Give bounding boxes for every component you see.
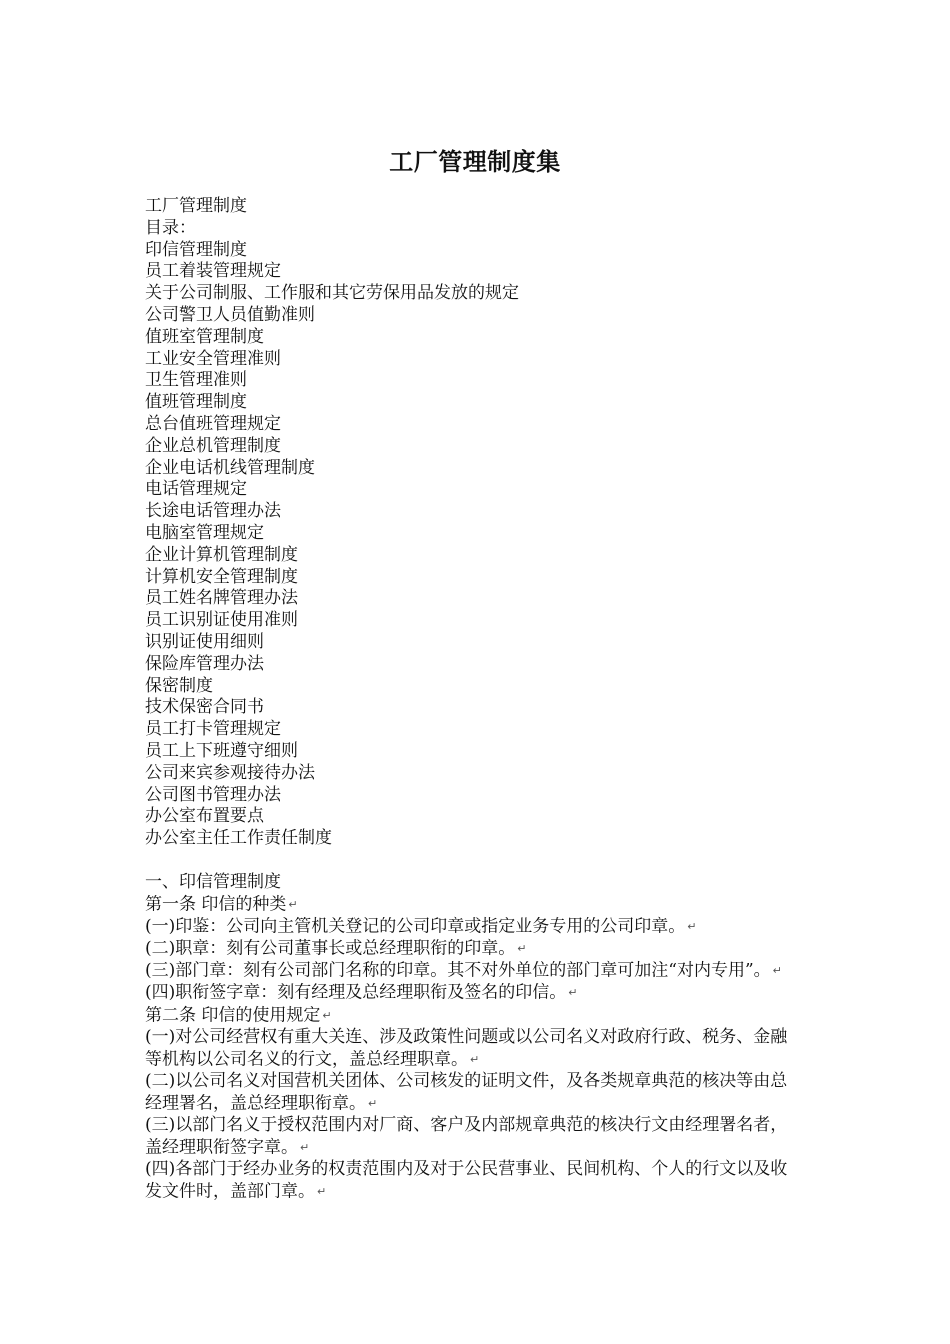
toc-item: 员工上下班遵守细则 [145,740,298,761]
toc-item: 员工打卡管理规定 [145,719,281,740]
section-heading: 一、印信管理制度 [145,871,281,892]
toc-item: 员工着装管理规定 [145,261,281,282]
article-1 [145,894,800,1005]
toc-item: 目录： [145,217,196,238]
toc-item: 保险库管理办法 [145,653,264,674]
paragraph-mark-icon: ↵ [368,1096,378,1110]
toc-item: 办公室主任工作责任制度 [145,828,332,849]
article-item [145,982,800,1004]
article-heading [145,894,800,916]
article-item-text: (二)职章：刻有公司董事长或总经理职衔的印章。 [145,938,516,959]
toc-item: 企业电话机线管理制度 [145,457,315,478]
toc-item: 公司警卫人员值勤准则 [145,304,315,325]
toc-item: 企业总机管理制度 [145,435,281,456]
paragraph-mark-icon: ↵ [687,919,697,933]
toc-item: 电脑室管理规定 [145,522,264,543]
paragraph-mark-icon: ↵ [772,964,782,978]
toc-item: 保密制度 [145,675,213,696]
article-heading [145,1005,800,1027]
toc-item: 公司图书管理办法 [145,784,281,805]
toc-item: 计算机安全管理制度 [145,566,298,587]
toc-item: 印信管理制度 [145,239,247,260]
paragraph-mark-icon: ↵ [322,1008,332,1022]
article-item-text: (三)部门章：刻有公司部门名称的印章。其不对外单位的部门章可加注“对内专用”。 [145,960,771,981]
article-item [145,938,800,960]
toc-item: 公司来宾参观接待办法 [145,762,315,783]
article-item [145,1027,800,1071]
paragraph-mark-icon: ↵ [568,986,578,1000]
article-heading-text: 第二条 印信的使用规定 [145,1004,321,1025]
article-item-text: (四)各部门于经办业务的权责范围内及对于公民营事业、民间机构、个人的行文以及收发文件时，盖部门章。 [145,1158,788,1201]
toc-item: 识别证使用细则 [145,631,264,652]
toc-item: 值班管理制度 [145,392,247,413]
paragraph-mark-icon: ↵ [300,1140,310,1154]
article-item [145,960,800,982]
paragraph-mark-icon: ↵ [517,941,527,955]
article-item-text: (四)职衔签字章：刻有经理及总经理职衔及签名的印信。 [145,982,567,1003]
document-title: 工厂管理制度集 [389,147,561,176]
article-item-text: (一)对公司经营权有重大关连、涉及政策性问题或以公司名义对政府行政、税务、金融等机构以公司名义的行文，盖总经理职章。 [145,1026,788,1069]
toc-item: 工业安全管理准则 [145,348,281,369]
toc-item: 总台值班管理规定 [145,413,281,434]
article-item [145,1071,800,1115]
toc-item: 值班室管理制度 [145,326,264,347]
toc-item: 关于公司制服、工作服和其它劳保用品发放的规定 [145,283,519,304]
toc-item: 员工姓名牌管理办法 [145,588,298,609]
paragraph-mark-icon: ↵ [317,1184,327,1198]
toc-item: 工厂管理制度 [145,196,247,216]
paragraph-mark-icon: ↵ [288,897,298,911]
toc-item: 技术保密合同书 [145,697,264,718]
document-body [145,196,800,1203]
article-heading-text: 第一条 印信的种类 [145,893,287,914]
article-item [145,1159,800,1203]
toc-item: 电话管理规定 [145,479,247,500]
article-item [145,916,800,938]
article-item [145,1115,800,1159]
article-item-text: (三)以部门名义于授权范围内对厂商、客户及内部规章典范的核决行文由经理署名者，盖经理职衔签字章。 [145,1114,788,1157]
toc-item: 长途电话管理办法 [145,501,281,522]
article-item-text: (二)以公司名义对国营机关团体、公司核发的证明文件，及各类规章典范的核决等由总经理署名，盖总经理职衔章。 [145,1070,788,1113]
article-item-text: (一)印鉴：公司向主管机关登记的公司印章或指定业务专用的公司印章。 [145,916,686,937]
toc-item: 办公室布置要点 [145,806,264,827]
article-2 [145,1005,800,1203]
toc-item: 企业计算机管理制度 [145,544,298,565]
blank-line [145,850,800,872]
toc-item: 卫生管理准则 [145,370,247,391]
paragraph-mark-icon: ↵ [470,1052,480,1066]
toc-item: 员工识别证使用准则 [145,610,298,631]
table-of-contents [145,196,800,850]
